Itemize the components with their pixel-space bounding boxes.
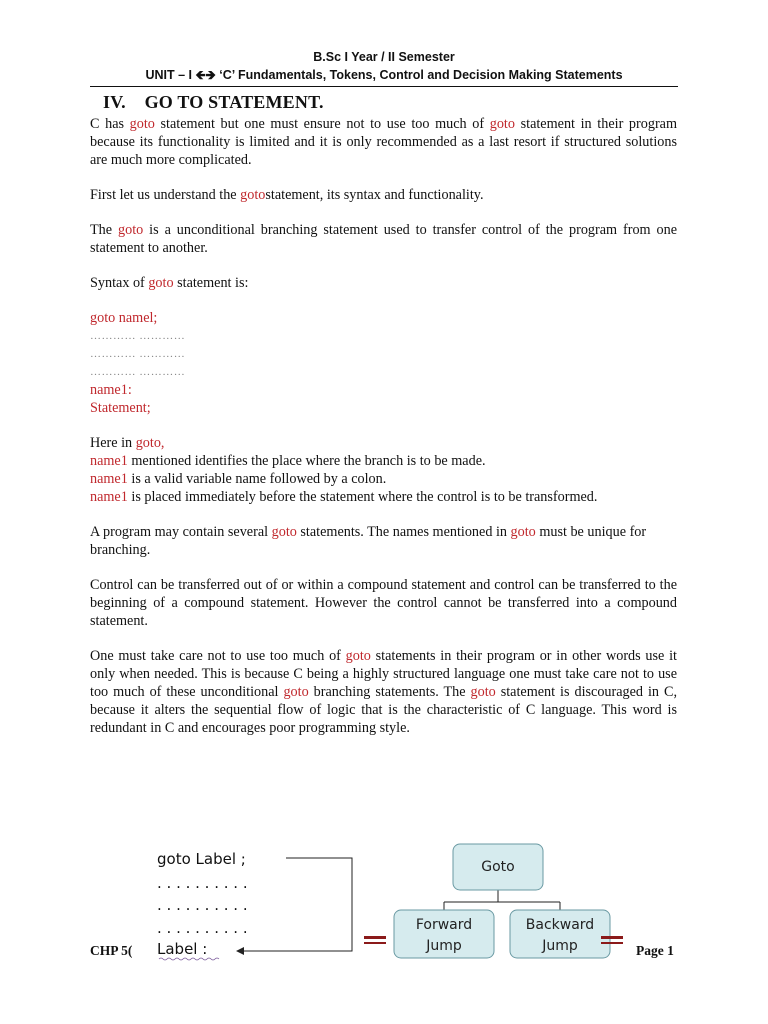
diagram-label: Label :	[157, 940, 208, 958]
text: statements in their program or in other words use it only when needed. This is because C being a highly structured language one must take care not to use too much of these unconditional	[90, 648, 677, 700]
text: C has	[90, 116, 130, 132]
footer-bar-left	[364, 936, 386, 939]
diagram-dots-3: . . . . . . . . . .	[157, 919, 248, 937]
footer-bar-right-thin	[601, 942, 623, 944]
footer-page-number: Page 1	[636, 943, 674, 958]
text: statement, its syntax and functionality.	[265, 187, 484, 203]
diagram-dots-2: . . . . . . . . . .	[157, 896, 248, 914]
paragraph-3	[90, 221, 677, 257]
keyword: name1	[90, 489, 128, 505]
syntax-line-1: goto namel;	[90, 310, 158, 326]
backward-jump-label-2: Jump	[542, 938, 578, 954]
header-rule	[90, 86, 678, 87]
forward-jump-label-2: Jump	[426, 938, 462, 954]
text: mentioned identifies the place where the branch is to be made.	[127, 453, 486, 469]
text: The	[90, 222, 118, 238]
syntax-block	[90, 309, 677, 417]
keyword: goto	[345, 648, 371, 664]
keyword: goto	[271, 524, 297, 540]
paragraph-4	[90, 274, 677, 292]
keyword: goto,	[135, 435, 165, 451]
jump-arrowhead	[236, 947, 244, 955]
keyword: goto	[240, 187, 266, 203]
text: statement but one must ensure not to use too much of	[154, 116, 490, 132]
keyword: name1	[90, 471, 128, 487]
keyword: goto	[283, 684, 309, 700]
text: is placed immediately before the statement where the control is to be transformed.	[127, 489, 598, 505]
paragraph-6	[90, 523, 677, 559]
syntax-line-3: Statement;	[90, 400, 151, 416]
text: A program may contain several	[90, 524, 272, 540]
text: Syntax of	[90, 275, 149, 291]
footer-bar-right	[601, 936, 623, 939]
text: must be unique for branching.	[90, 524, 647, 558]
text: One must take care not to use too much of	[90, 648, 346, 664]
keyword: goto	[470, 684, 496, 700]
footer-chapter: CHP 5(	[90, 943, 133, 958]
keyword: name1	[90, 453, 128, 469]
text: Control can be transferred out of or within a compound statement and control can be transferred to the beginning of a compound statement. However the control cannot be transferred into a compound statement.	[90, 577, 677, 629]
text: Here in	[90, 435, 136, 451]
keyword: goto	[510, 524, 536, 540]
text: statement is:	[173, 275, 249, 291]
backward-jump-label-1: Backward	[525, 917, 595, 933]
text: statement in their program because its functionality is limited and it is only recommended as a last resort if structured solutions are much more complicated.	[90, 116, 677, 168]
footer-bar-left-thin	[364, 942, 386, 944]
keyword: goto	[148, 275, 174, 291]
diagram-dots-1: . . . . . . . . . .	[157, 874, 248, 892]
keyword: goto	[118, 222, 144, 238]
text: First let us understand the	[90, 187, 241, 203]
header-line-2: UNIT – I 🡸🡺 ‘C’ Fundamentals, Tokens, Control and Decision Making Statements	[145, 68, 623, 82]
text: is a unconditional branching statement used to transfer control of the program from one statement to another.	[90, 222, 678, 256]
text: is a valid variable name followed by a colon.	[127, 471, 387, 487]
body-text	[90, 115, 677, 754]
label-underline	[159, 958, 219, 960]
forward-jump-label-1: Forward	[415, 917, 473, 933]
paragraph-2	[90, 186, 677, 204]
text: statements. The names mentioned in	[296, 524, 511, 540]
paragraph-8	[90, 647, 677, 737]
keyword: goto	[489, 116, 515, 132]
syntax-dots-3: ………… …………	[90, 366, 186, 378]
header-line-1: B.Sc I Year / II Semester	[313, 50, 455, 64]
text: branching statements. The	[308, 684, 471, 700]
paragraph-1	[90, 115, 677, 169]
goto-box-label: Goto	[481, 859, 515, 875]
syntax-dots-2: ………… …………	[90, 348, 186, 360]
syntax-line-2: name1:	[90, 382, 132, 398]
page-header	[0, 48, 768, 84]
paragraph-7	[90, 576, 677, 630]
keyword: goto	[129, 116, 155, 132]
jump-arrow-line	[240, 858, 352, 951]
paragraph-5	[90, 434, 677, 506]
text: statement is discouraged in C, because it alters the sequential flow of logic that is the characteristic of C language. This word is redundant in C and encourages poor programming style.	[90, 684, 677, 736]
diagram-goto-label: goto Label ;	[157, 850, 246, 868]
syntax-dots-1: ………… …………	[90, 330, 186, 342]
section-title: IV. GO TO STATEMENT.	[103, 92, 324, 112]
